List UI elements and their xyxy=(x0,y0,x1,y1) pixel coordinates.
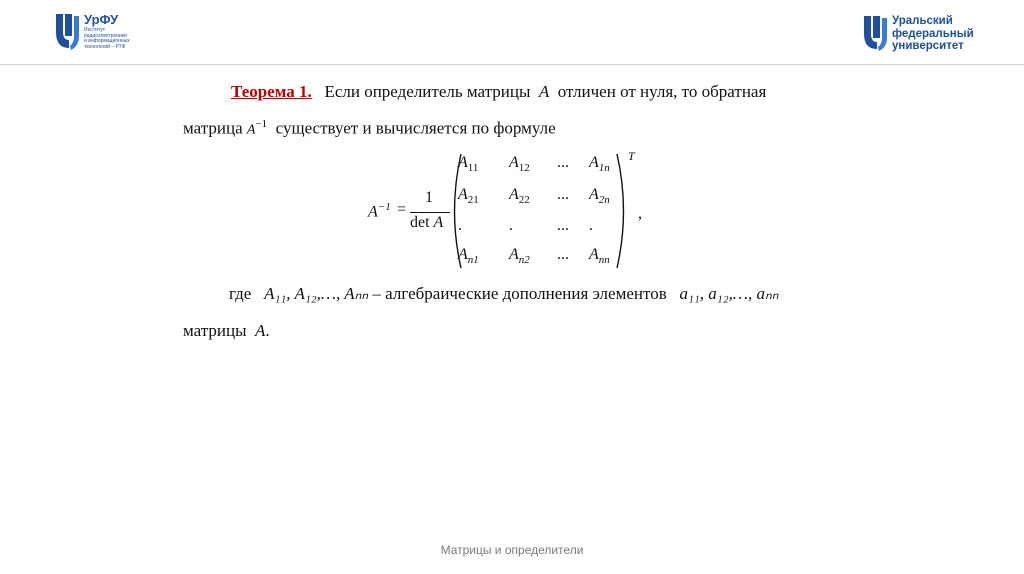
theorem-line-2: матрица $A^{-1}$ существует и вычисляется по формуле xyxy=(183,118,556,138)
formula-equals: = xyxy=(397,201,407,218)
matrix-cell-1-2: $A_{12}$ xyxy=(509,154,530,175)
right-logo-text: Уральский федеральный университет xyxy=(892,15,974,52)
matrix-cell-4-4: $A_{nn}$ xyxy=(589,246,610,267)
theorem-line-1: Теорема 1. Если определитель матрицы A отличен от нуля, то обратная xyxy=(231,82,767,101)
theorem-label: Теорема 1. xyxy=(231,82,312,101)
matrix-cell-4-3: ... xyxy=(557,246,569,263)
matrix-cell-1-1: $A_{11}$ xyxy=(458,154,479,175)
footer-title: Матрицы и определители xyxy=(440,543,584,557)
matrix-cell-3-4: . xyxy=(589,217,593,234)
matrix-cell-3-3: ... xyxy=(557,217,569,234)
matrix-right-paren xyxy=(613,152,633,270)
matrix-cell-2-3: ... xyxy=(557,186,569,203)
left-logo-subtitle: Институт радиоэлектроники и информационных технологий – РТФ xyxy=(84,27,130,50)
left-logo-title: УрФУ xyxy=(84,12,119,27)
matrix-cell-4-2: $A_{n2}$ xyxy=(509,246,530,267)
explanation-line-1: где A₁₁, A₁₂,…, Aₙₙ – алгебраические дополнения элементов a₁₁, a₁₂,…, aₙₙ xyxy=(229,284,779,303)
matrix-cell-2-4: $A_{2n}$ xyxy=(589,186,610,207)
matrix-cell-2-2: $A_{22}$ xyxy=(509,186,530,207)
matrix-cell-3-1: . xyxy=(458,217,462,234)
cofactor-list: A₁₁, A₁₂,…, Aₙₙ xyxy=(264,284,369,303)
matrix-cell-4-1: $A_{n1}$ xyxy=(458,246,479,267)
fraction-numerator: 1 xyxy=(425,189,433,206)
fraction-bar xyxy=(410,212,450,213)
formula-lhs: $A^{-1}$ xyxy=(368,201,391,221)
matrix-cell-3-2: . xyxy=(509,217,513,234)
matrix-cell-2-1: $A_{21}$ xyxy=(458,186,479,207)
formula-comma: , xyxy=(638,205,642,222)
fraction-denominator: det A xyxy=(410,214,444,231)
element-list: a₁₁, a₁₂,…, aₙₙ xyxy=(679,284,779,303)
matrix-cell-1-3: ... xyxy=(557,154,569,171)
transpose-mark: T xyxy=(628,149,635,163)
matrix-cell-1-4: $A_{1n}$ xyxy=(589,154,610,175)
explanation-line-2: матрицы A. xyxy=(183,321,270,340)
